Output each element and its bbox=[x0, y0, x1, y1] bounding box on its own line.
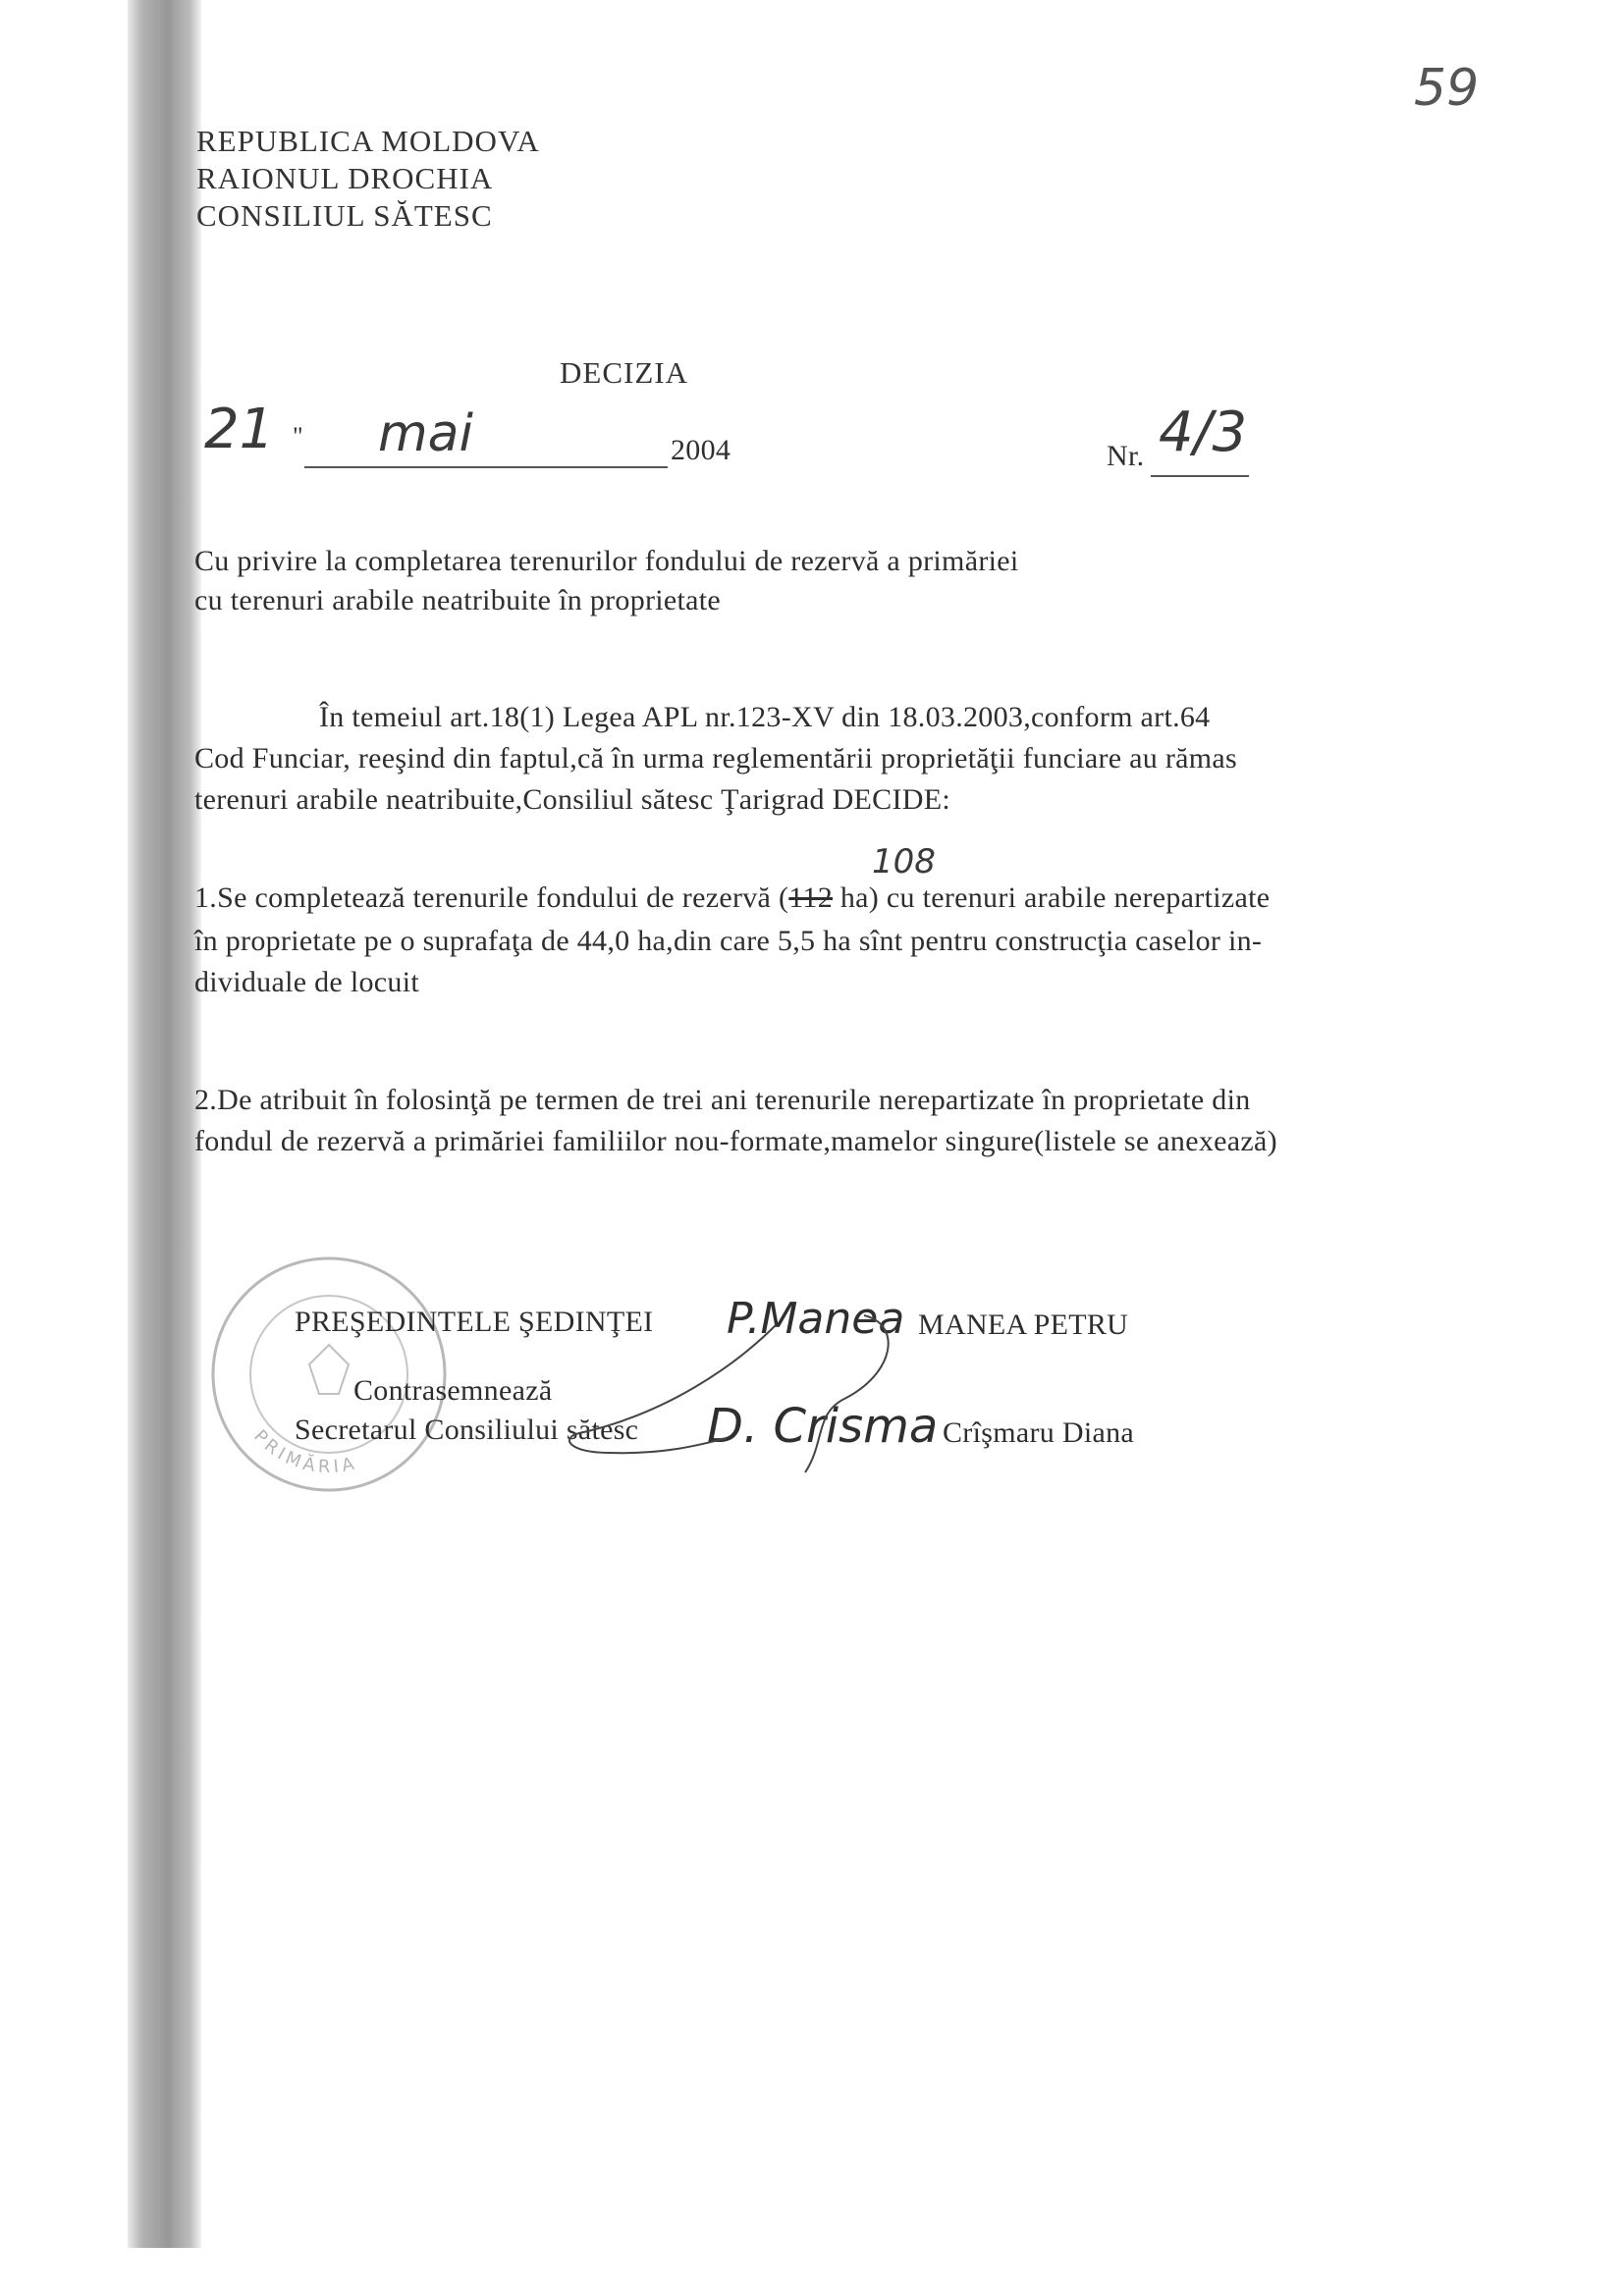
preamble-line-2: Cod Funciar, reeşind din faptul,că în urma reglementării proprietăţii funciare au rămas bbox=[194, 742, 1238, 774]
number-underline bbox=[1151, 475, 1249, 477]
number-label: Nr. bbox=[1107, 440, 1145, 472]
date-quote: " bbox=[293, 422, 303, 451]
point2-line-1: 2.De atribuit în folosinţă pe termen de trei ani terenurile nerepartizate în proprietate din bbox=[194, 1084, 1251, 1116]
point1-line-1 bbox=[194, 881, 1270, 915]
stamp-text: PRIMĂRIA bbox=[249, 1425, 360, 1478]
point1-line-1-start: 1.Se completează terenurile fondului de rezervă ( bbox=[194, 881, 789, 914]
date-year: 2004 bbox=[671, 434, 731, 466]
point1-crossed-value: 112 bbox=[788, 881, 834, 914]
point1-correction: 108 bbox=[872, 842, 936, 881]
date-underline bbox=[304, 466, 668, 468]
president-label: PREŞEDINTELE ŞEDINŢEI bbox=[295, 1306, 654, 1338]
secretary-signature: D. Crisma bbox=[707, 1399, 939, 1454]
date-day: 21 bbox=[204, 398, 275, 461]
preamble-line-1: În temeiul art.18(1) Legea APL nr.123-XV din 18.03.2003,conform art.64 bbox=[319, 701, 1211, 733]
point1-line-3: dividuale de locuit bbox=[194, 966, 419, 998]
point1-line-1-end: ha) cu terenuri arabile nerepartizate bbox=[833, 881, 1271, 914]
scan-shadow bbox=[128, 0, 201, 2248]
president-name: MANEA PETRU bbox=[918, 1308, 1129, 1341]
subject-line-2: cu terenuri arabile neatribuite în proprietate bbox=[194, 584, 722, 616]
header-line-2: RAIONUL DROCHIA bbox=[196, 161, 494, 195]
point2-line-2: fondul de rezervă a primăriei familiilor nou-formate,mamelor singure(listele se anexează) bbox=[194, 1125, 1277, 1157]
preamble-line-3: terenuri arabile neatribuite,Consiliul sătesc Ţarigrad DECIDE: bbox=[194, 783, 951, 816]
secretary-name: Crîşmaru Diana bbox=[943, 1416, 1134, 1449]
point1-line-2: în proprietate pe o suprafaţa de 44,0 ha,din care 5,5 ha sînt pentru construcţia caselor in- bbox=[194, 925, 1263, 957]
secretary-signature-strokes bbox=[550, 1306, 903, 1482]
secretary-label: Secretarul Consiliului sătesc bbox=[295, 1414, 639, 1446]
document-title: DECIZIA bbox=[560, 355, 688, 390]
archive-number: 59 bbox=[1414, 59, 1480, 118]
header-line-3: CONSILIUL SĂTESC bbox=[196, 198, 493, 233]
date-month: mai bbox=[378, 404, 473, 463]
countersign-label: Contrasemnează bbox=[353, 1374, 553, 1407]
president-signature: P.Manea bbox=[727, 1294, 905, 1344]
subject-line-1: Cu privire la completarea terenurilor fondului de rezervă a primăriei bbox=[194, 545, 1019, 577]
header-line-1: REPUBLICA MOLDOVA bbox=[196, 124, 540, 158]
number-value: 4/3 bbox=[1159, 400, 1248, 464]
